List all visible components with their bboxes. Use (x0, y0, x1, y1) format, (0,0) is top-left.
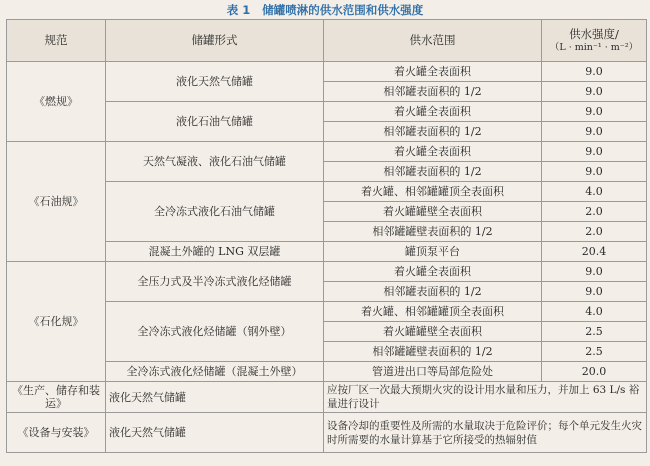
spec-cell: 《生产、储存和装运》 (7, 382, 106, 413)
tank-type-cell: 混凝土外罐的 LNG 双层罐 (106, 242, 324, 262)
scope-cell: 相邻罐罐壁表面积的 1/2 (324, 342, 542, 362)
header-tank-type: 储罐形式 (106, 20, 324, 62)
value-cell: 9.0 (542, 102, 647, 122)
spec-cell: 《燃规》 (7, 62, 106, 142)
scope-cell: 着火罐、相邻罐罐顶全表面积 (324, 182, 542, 202)
scope-cell: 着火罐全表面积 (324, 142, 542, 162)
caption-number: 表 1 (226, 3, 251, 17)
header-spec: 规范 (7, 20, 106, 62)
tank-type-cell: 全压力式及半冷冻式液化烃储罐 (106, 262, 324, 302)
tank-type-cell: 液化石油气储罐 (106, 102, 324, 142)
value-cell: 9.0 (542, 282, 647, 302)
header-intensity (542, 20, 647, 62)
value-cell: 9.0 (542, 162, 647, 182)
tank-type-cell: 全冷冻式液化烃储罐（钢外壁） (106, 302, 324, 362)
value-cell: 9.0 (542, 262, 647, 282)
tank-type-cell: 液化天然气储罐 (106, 382, 324, 413)
spec-cell: 《石化规》 (7, 262, 106, 382)
value-cell: 2.5 (542, 342, 647, 362)
table-row (7, 62, 647, 82)
description-cell: 设备冷却的重要性及所需的水量取决于危险评价；每个单元发生火灾时所需要的水量计算基于它所接受的热辐射值 (324, 413, 647, 453)
table-row (7, 262, 647, 282)
scope-cell: 管道进出口等局部危险处 (324, 362, 542, 382)
header-intensity-unit: （L · min⁻¹ · m⁻²） (549, 41, 639, 53)
value-cell: 9.0 (542, 122, 647, 142)
value-cell: 2.0 (542, 222, 647, 242)
tank-type-cell: 全冷冻式液化石油气储罐 (106, 182, 324, 242)
header-row (7, 20, 647, 62)
scope-cell: 罐顶泵平台 (324, 242, 542, 262)
value-cell: 2.0 (542, 202, 647, 222)
scope-cell: 相邻罐表面积的 1/2 (324, 282, 542, 302)
value-cell: 4.0 (542, 302, 647, 322)
tank-type-cell: 天然气凝液、液化石油气储罐 (106, 142, 324, 182)
scope-cell: 着火罐全表面积 (324, 62, 542, 82)
scope-cell: 相邻罐表面积的 1/2 (324, 162, 542, 182)
table-row (7, 413, 647, 453)
scope-cell: 相邻罐罐壁表面积的 1/2 (324, 222, 542, 242)
description-cell: 应按厂区一次最大预期火灾的设计用水量和压力，并加上 63 L/s 裕量进行设计 (324, 382, 647, 413)
tank-type-cell: 液化天然气储罐 (106, 413, 324, 453)
scope-cell: 相邻罐表面积的 1/2 (324, 122, 542, 142)
value-cell: 20.0 (542, 362, 647, 382)
spec-cell: 《设备与安装》 (7, 413, 106, 453)
spray-water-table (6, 19, 647, 453)
spec-cell: 《石油规》 (7, 142, 106, 262)
value-cell: 2.5 (542, 322, 647, 342)
value-cell: 9.0 (542, 62, 647, 82)
tank-type-cell: 液化天然气储罐 (106, 62, 324, 102)
caption-title: 储罐喷淋的供水范围和供水强度 (262, 3, 424, 17)
tank-type-cell: 全冷冻式液化烃储罐（混凝土外壁） (106, 362, 324, 382)
header-scope: 供水范围 (324, 20, 542, 62)
scope-cell: 着火罐罐壁全表面积 (324, 322, 542, 342)
scope-cell: 相邻罐表面积的 1/2 (324, 82, 542, 102)
header-intensity-line1: 供水强度/ (569, 26, 619, 41)
table-row (7, 382, 647, 413)
scope-cell: 着火罐全表面积 (324, 262, 542, 282)
value-cell: 9.0 (542, 142, 647, 162)
scope-cell: 着火罐罐壁全表面积 (324, 202, 542, 222)
value-cell: 20.4 (542, 242, 647, 262)
table-row (7, 142, 647, 162)
scope-cell: 着火罐全表面积 (324, 102, 542, 122)
value-cell: 9.0 (542, 82, 647, 102)
table-caption (0, 2, 650, 18)
scope-cell: 着火罐、相邻罐罐顶全表面积 (324, 302, 542, 322)
value-cell: 4.0 (542, 182, 647, 202)
